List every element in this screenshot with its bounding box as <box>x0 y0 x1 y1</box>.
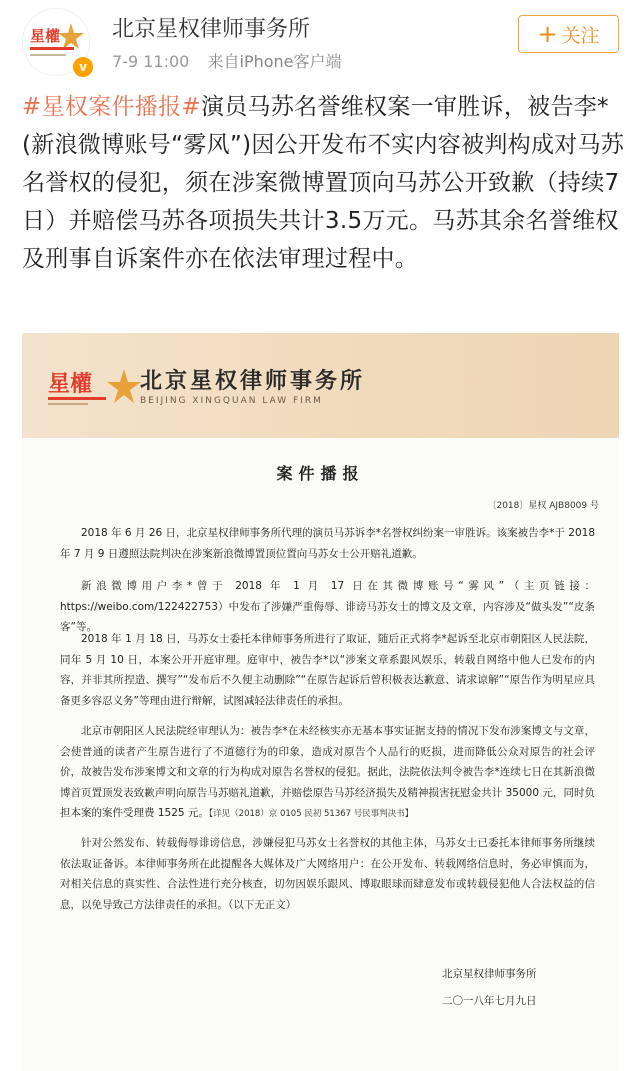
follow-label: 关注 <box>561 24 600 47</box>
avatar-brand-text: 星權 <box>30 27 61 45</box>
document-title: 案件播报 <box>276 464 365 483</box>
letterhead-logo-icon <box>44 353 154 433</box>
post-time: 7-9 11:00 <box>112 52 190 71</box>
paragraph-3: 2018 年 1 月 18 日，马苏女士委托本律师事务所进行了取证，随后正式将李*起诉至北京市朝阳区人民法院，同年 5 月 10 日，本案公开开庭审理。庭审中，被告李*以“涉案文章系跟风娱乐，转载自网络中他人已发布的内容，并非其所捏造、撰写”“发布后不久便主动删除”“在原告起诉后曾积极表达歉意、请求谅解”“原告作为明星应具备更多容忍义务”等理由进行辩解，试图减轻法律责任的承担。 <box>60 633 595 707</box>
letterhead-firm-cn: 北京星权律师事务所 <box>140 368 366 394</box>
follow-button[interactable] <box>518 15 619 53</box>
document-number: 〔2018〕星权 AJB8009 号 <box>487 501 599 511</box>
post-header <box>0 0 641 90</box>
paragraph-5-end: （以下无正文） <box>228 898 297 911</box>
letterhead-logo-text: 星權 <box>48 372 93 397</box>
signature-date: 二〇一八年七月九日 <box>442 995 537 1007</box>
star-icon <box>107 369 141 403</box>
paragraph-5 <box>60 833 595 915</box>
post-source: 来自iPhone客户端 <box>207 52 342 71</box>
hashtag-link[interactable]: #星权案件播报# <box>22 94 201 120</box>
post-meta <box>112 49 342 72</box>
account-name[interactable]: 北京星权律师事务所 <box>112 17 311 42</box>
paragraph-4-note: 【详见（2018）京 0105 民初 51367 号民事判决书】 <box>208 809 414 819</box>
letterhead-firm-en: BEIJING XINGQUAN LAW FIRM <box>140 396 323 406</box>
verified-badge-icon: v <box>71 55 95 79</box>
paragraph-2: 新浪微博用户李*曾于 2018 年 1 月 17 日在其微博账号“雾风”（主页链接：https://weibo.com/122422753）中发布了涉嫌严重侮辱、诽谤马苏女士的博文及文章，内容涉及“做头发”“皮条客”等。 <box>60 580 595 633</box>
plus-icon: + <box>537 20 558 48</box>
letterhead-banner <box>22 333 619 438</box>
post-text <box>22 88 626 278</box>
paragraph-4 <box>60 721 595 825</box>
paragraph-1: 2018 年 6 月 26 日，北京星权律师事务所代理的演员马苏诉李*名誉权纠纷案一审胜诉。该案被告李*于 2018 年 7 月 9 日遵照法院判决在涉案新浪微博置顶位置向马苏女士公开赔礼道歉。 <box>60 527 595 560</box>
signature-firm: 北京星权律师事务所 <box>442 968 537 980</box>
post-body: 演员马苏名誉维权案一审胜诉，被告李*(新浪微博账号“雾风”)因公开发布不实内容被判构成对马苏名誉权的侵犯，须在涉案微博置顶向马苏公开致歉（持续7日）并赔偿马苏各项损失共计3.5万元。马苏其余名誉维权及刑事自诉案件亦在依法审理过程中。 <box>22 94 625 272</box>
attached-image[interactable] <box>22 333 619 1071</box>
paragraph-4-text: 北京市朝阳区人民法院经审理认为：被告李*在未经核实亦无基本事实证据支持的情况下发布涉案博文与文章，会使普通的读者产生原告进行了不道德行为的印象，造成对原告个人品行的贬损，进而降低公众对原告的社会评价，故被告发布涉案博文和文章的行为构成对原告名誉权的侵犯。据此，法院依法判令被告李*连续七日在其新浪微博首页置顶发表致歉声明向原告马苏赔礼道歉，并赔偿原告马苏经济损失及精神损害抚慰金共计 35000 元，同时负担本案的案件受理费 1525 元。 <box>60 725 595 819</box>
paragraph-5-text: 针对公然发布、转载侮辱诽谤信息，涉嫌侵犯马苏女士名誉权的其他主体，马苏女士已委托本律师事务所继续依法取证备诉。本律师事务所在此提醒各大媒体及广大网络用户：在公开发布、转载网络信息时，务必审慎而为，对相关信息的真实性、合法性进行充分核查，切勿因娱乐跟风、博取眼球而肆意发布或转载侵犯他人合法权益的信息，以免导致己方法律责任的承担。 <box>60 837 595 911</box>
